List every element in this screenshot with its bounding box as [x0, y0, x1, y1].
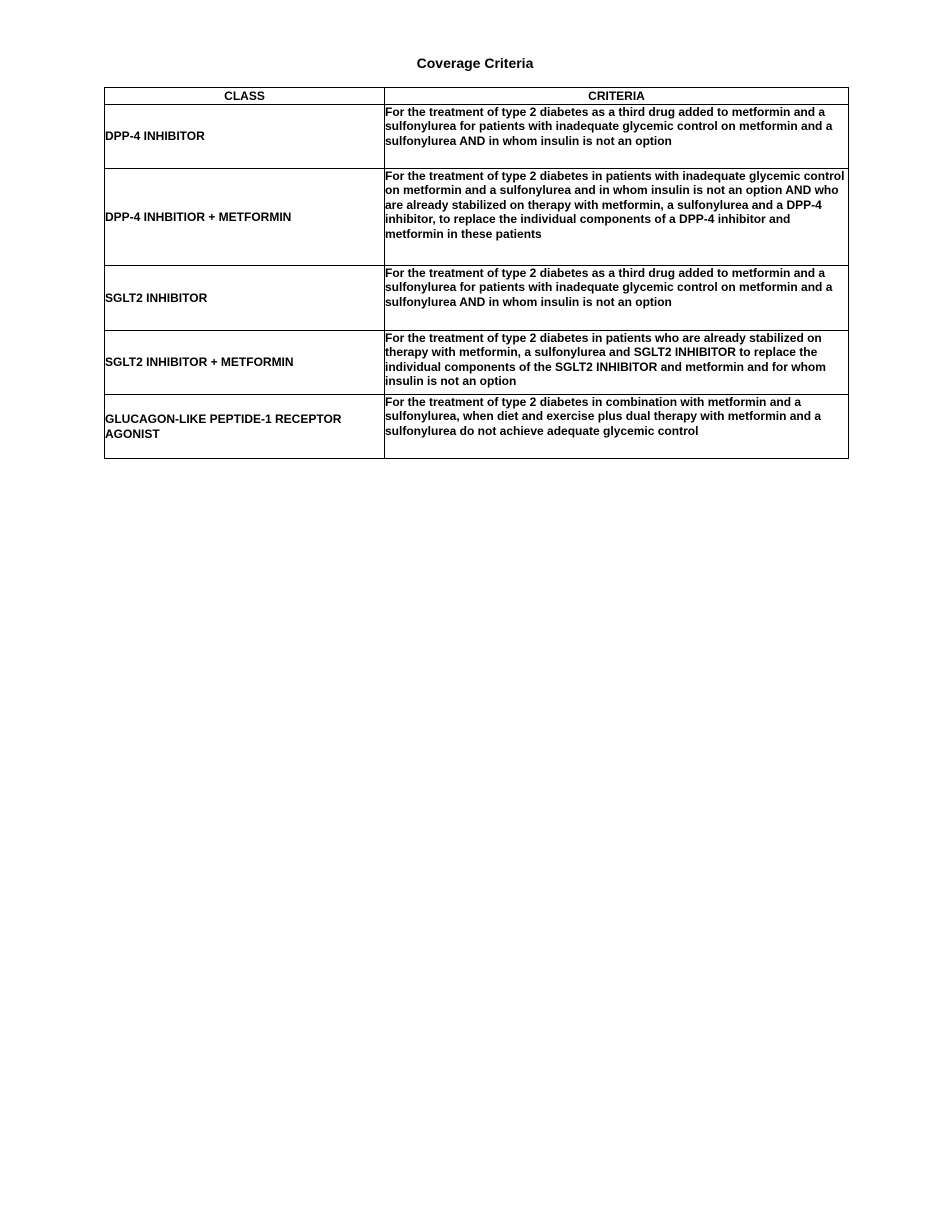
criteria-cell: For the treatment of type 2 diabetes as a third drug added to metformin and a sulfonylurea for patients with inadequate glycemic control on metformin and a sulfonylurea AND in whom insulin is not an option	[385, 105, 849, 169]
column-header-criteria: CRITERIA	[385, 88, 849, 105]
criteria-cell: For the treatment of type 2 diabetes in patients with inadequate glycemic control on metformin and a sulfonylurea and in whom insulin is not an option AND who are already stabilized on therapy with metformin, a sulfonylurea and a DPP-4 inhibitor, to replace the individual components of a DPP-4 inhibitor and metformin in these patients	[385, 169, 849, 266]
table-row	[105, 169, 849, 266]
criteria-cell: For the treatment of type 2 diabetes as a third drug added to metformin and a sulfonylurea for patients with inadequate glycemic control on metformin and a sulfonylurea AND in whom insulin is not an option	[385, 266, 849, 331]
table-row	[105, 105, 849, 169]
criteria-cell: For the treatment of type 2 diabetes in combination with metformin and a sulfonylurea, when diet and exercise plus dual therapy with metformin and a sulfonylurea do not achieve adequate glycemic control	[385, 395, 849, 459]
column-header-class: CLASS	[105, 88, 385, 105]
class-cell: SGLT2 INHIBITOR	[105, 266, 385, 331]
coverage-criteria-table	[104, 87, 849, 459]
class-cell: DPP-4 INHBITIOR + METFORMIN	[105, 169, 385, 266]
page-title: Coverage Criteria	[416, 55, 534, 71]
table-header-row	[105, 88, 849, 105]
criteria-cell: For the treatment of type 2 diabetes in patients who are already stabilized on therapy with metformin, a sulfonylurea and SGLT2 INHIBITOR to replace the individual components of the SGLT2 INHIBITOR and metformin and for whom insulin is not an option	[385, 331, 849, 395]
class-cell: SGLT2 INHIBITOR + METFORMIN	[105, 331, 385, 395]
table-row	[105, 395, 849, 459]
class-cell: DPP-4 INHIBITOR	[105, 105, 385, 169]
table-row	[105, 331, 849, 395]
class-cell: GLUCAGON-LIKE PEPTIDE-1 RECEPTOR AGONIST	[105, 395, 385, 459]
table-row	[105, 266, 849, 331]
